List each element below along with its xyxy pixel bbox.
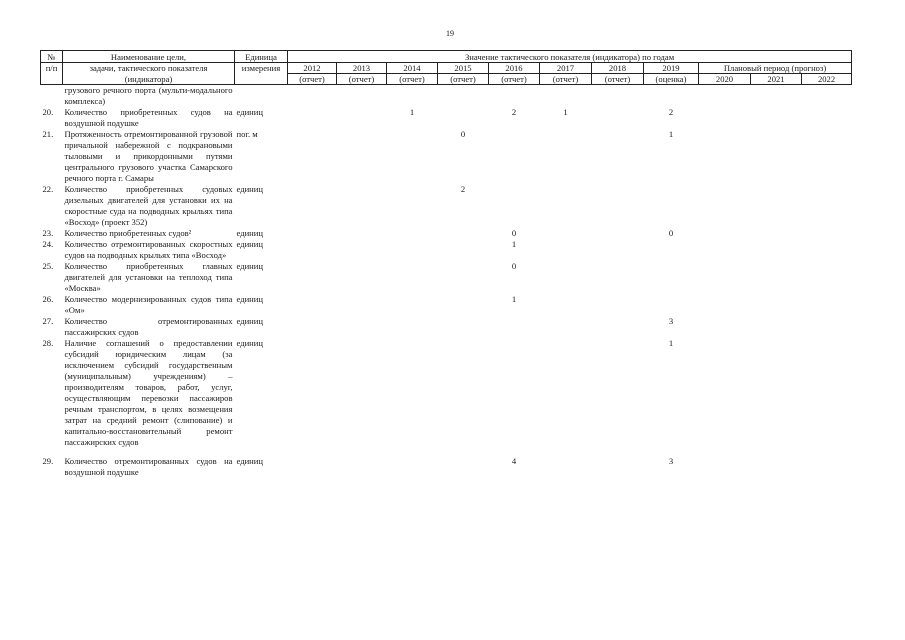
value-cell: 2 bbox=[511, 107, 517, 117]
header-name-line-1: Наименование цели, bbox=[63, 51, 235, 63]
value-cell bbox=[751, 261, 802, 294]
header-name-line-3: (индикатора) bbox=[63, 74, 235, 85]
unit-cell: единиц bbox=[236, 228, 263, 238]
indicator-name: Количество приобретенных главных двигателей для установки на теплоход типа «Москва» bbox=[64, 261, 233, 293]
value-cell bbox=[387, 228, 438, 239]
header-year-status: (отчет) bbox=[337, 74, 387, 85]
value-cell bbox=[699, 261, 751, 294]
value-cell bbox=[387, 239, 438, 261]
unit-cell: пог. м bbox=[236, 129, 258, 139]
value-cell: 0 bbox=[511, 261, 517, 271]
value-cell bbox=[540, 228, 592, 239]
value-cell bbox=[699, 228, 751, 239]
row-number: 21. bbox=[42, 129, 54, 139]
header-plan-year: 2022 bbox=[802, 74, 852, 85]
unit-cell: единиц bbox=[236, 316, 263, 326]
indicator-name: Количество приобретенных судов на воздушной подушке bbox=[64, 107, 233, 128]
value-cell bbox=[540, 184, 592, 228]
value-cell: 3 bbox=[668, 316, 674, 326]
indicator-name: Количество модернизированных судов типа «Ом» bbox=[64, 294, 233, 315]
value-cell bbox=[802, 316, 852, 338]
header-year: 2015 bbox=[438, 63, 489, 74]
value-cell bbox=[751, 129, 802, 184]
indicators-table bbox=[40, 50, 852, 478]
value-cell bbox=[592, 261, 644, 294]
header-year-status: (отчет) bbox=[288, 74, 337, 85]
header-year: 2017 bbox=[540, 63, 592, 74]
table-row bbox=[41, 294, 852, 316]
value-cell bbox=[438, 456, 489, 478]
value-cell bbox=[751, 228, 802, 239]
value-cell bbox=[644, 184, 699, 228]
value-cell bbox=[387, 184, 438, 228]
value-cell bbox=[802, 294, 852, 316]
header-plan-year: 2020 bbox=[699, 74, 751, 85]
header-plan-year: 2021 bbox=[751, 74, 802, 85]
table-row bbox=[41, 107, 852, 129]
value-cell bbox=[337, 338, 387, 448]
header-year-status: (отчет) bbox=[592, 74, 644, 85]
table-row bbox=[41, 239, 852, 261]
indicator-name: Протяженность отремонтированной грузовой причальной набережной с подкрановыми тыловыми и прикордонными путями центрального грузового участка Самарского речного порта г. Самары bbox=[64, 129, 233, 183]
continuation-row bbox=[41, 85, 852, 108]
value-cell bbox=[288, 239, 337, 261]
indicator-name: Наличие соглашений о предоставлении субсидий юридическим лицам (за исключением субсидий государственным (муниципальным) учреждениям) – производителям товаров, работ, услуг, осуществляющим перевозки пассажиров речным транспортом, в целях возмещения затрат на средний ремонт (слипование) и капитально-восстановительный ремонт пассажирских судов bbox=[64, 338, 233, 447]
value-cell: 1 bbox=[563, 107, 568, 117]
value-cell bbox=[592, 107, 644, 129]
value-cell bbox=[387, 338, 438, 448]
value-cell: 1 bbox=[511, 294, 517, 304]
value-cell bbox=[438, 107, 489, 129]
indicator-name: Количество отремонтированных судов на воздушной подушке bbox=[64, 456, 233, 477]
table-row bbox=[41, 228, 852, 239]
unit-cell: единиц bbox=[236, 294, 263, 304]
value-cell bbox=[644, 239, 699, 261]
value-cell bbox=[592, 316, 644, 338]
value-cell bbox=[438, 261, 489, 294]
table-row bbox=[41, 261, 852, 294]
value-cell bbox=[592, 338, 644, 448]
value-cell bbox=[288, 129, 337, 184]
value-cell bbox=[337, 261, 387, 294]
value-cell bbox=[699, 316, 751, 338]
value-cell bbox=[540, 239, 592, 261]
value-cell bbox=[699, 294, 751, 316]
value-cell bbox=[751, 456, 802, 478]
row-number: 28. bbox=[42, 338, 54, 348]
value-cell bbox=[540, 456, 592, 478]
indicator-name: Количество приобретенных судов² bbox=[64, 228, 192, 238]
header-plan-label: Плановый период (прогноз) bbox=[699, 63, 852, 74]
table-row bbox=[41, 129, 852, 184]
value-cell bbox=[288, 184, 337, 228]
header-year: 2016 bbox=[489, 63, 540, 74]
value-cell bbox=[802, 107, 852, 129]
value-cell: 3 bbox=[668, 456, 674, 466]
value-cell bbox=[540, 316, 592, 338]
value-cell bbox=[489, 129, 540, 184]
value-cell bbox=[337, 294, 387, 316]
value-cell bbox=[438, 316, 489, 338]
value-cell bbox=[751, 107, 802, 129]
header-year: 2013 bbox=[337, 63, 387, 74]
value-cell bbox=[288, 261, 337, 294]
value-cell bbox=[592, 294, 644, 316]
value-cell bbox=[489, 338, 540, 448]
value-cell bbox=[337, 228, 387, 239]
value-cell bbox=[802, 456, 852, 478]
value-cell bbox=[699, 129, 751, 184]
value-cell bbox=[387, 294, 438, 316]
value-cell bbox=[540, 129, 592, 184]
header-year-status: (оценка) bbox=[644, 74, 699, 85]
value-cell bbox=[751, 316, 802, 338]
row-number: 29. bbox=[42, 456, 54, 466]
header-year: 2012 bbox=[288, 63, 337, 74]
value-cell bbox=[337, 316, 387, 338]
value-cell bbox=[438, 239, 489, 261]
value-cell bbox=[438, 228, 489, 239]
row-number: 23. bbox=[42, 228, 54, 238]
value-cell bbox=[288, 228, 337, 239]
value-cell bbox=[751, 294, 802, 316]
value-cell bbox=[592, 184, 644, 228]
continuation-text: грузового речного порта (мульти-модального комплекса) bbox=[64, 85, 233, 106]
value-cell: 1 bbox=[668, 338, 674, 348]
value-cell bbox=[751, 239, 802, 261]
value-cell bbox=[337, 239, 387, 261]
row-spacer bbox=[41, 448, 852, 456]
value-cell bbox=[592, 456, 644, 478]
value-cell bbox=[540, 294, 592, 316]
value-cell bbox=[592, 228, 644, 239]
value-cell bbox=[288, 456, 337, 478]
header-year-status: (отчет) bbox=[540, 74, 592, 85]
unit-cell: единиц bbox=[236, 239, 263, 249]
value-cell bbox=[592, 129, 644, 184]
value-cell bbox=[337, 456, 387, 478]
value-cell bbox=[751, 184, 802, 228]
value-cell: 0 bbox=[460, 129, 466, 139]
header-year: 2014 bbox=[387, 63, 438, 74]
value-cell bbox=[592, 239, 644, 261]
value-cell: 1 bbox=[668, 129, 674, 139]
value-cell bbox=[489, 184, 540, 228]
value-cell bbox=[802, 261, 852, 294]
table-row bbox=[41, 316, 852, 338]
value-cell bbox=[802, 129, 852, 184]
unit-cell: единиц bbox=[236, 456, 263, 466]
value-cell: 1 bbox=[511, 239, 517, 249]
value-cell bbox=[387, 316, 438, 338]
indicator-name: Количество отремонтированных скоростных судов на подводных крыльях типа «Восход» bbox=[64, 239, 233, 260]
value-cell bbox=[751, 338, 802, 448]
table-row bbox=[41, 338, 852, 448]
table-row bbox=[41, 184, 852, 228]
row-number: 24. bbox=[42, 239, 54, 249]
value-cell bbox=[802, 239, 852, 261]
value-cell bbox=[337, 107, 387, 129]
value-cell bbox=[288, 338, 337, 448]
unit-cell: единиц bbox=[236, 338, 263, 348]
value-cell bbox=[802, 338, 852, 448]
header-year: 2019 bbox=[644, 63, 699, 74]
header-num-bottom: п/п bbox=[41, 63, 63, 85]
value-cell bbox=[337, 184, 387, 228]
value-cell bbox=[699, 184, 751, 228]
value-cell bbox=[288, 294, 337, 316]
value-cell bbox=[699, 338, 751, 448]
value-cell bbox=[699, 456, 751, 478]
header-name-line-2: задачи, тактического показателя bbox=[63, 63, 235, 74]
value-cell bbox=[540, 261, 592, 294]
header-year-status: (отчет) bbox=[438, 74, 489, 85]
header-unit-line-2: измерения bbox=[235, 63, 288, 85]
spacer-cell bbox=[41, 448, 852, 456]
value-cell bbox=[288, 107, 337, 129]
value-cell bbox=[540, 338, 592, 448]
header-values-label: Значение тактического показателя (индикатора) по годам bbox=[288, 51, 852, 63]
value-cell bbox=[699, 107, 751, 129]
unit-cell: единиц bbox=[236, 107, 263, 117]
unit-cell: единиц bbox=[236, 184, 263, 194]
value-cell bbox=[699, 239, 751, 261]
value-cell: 4 bbox=[511, 456, 517, 466]
row-number: 20. bbox=[42, 107, 54, 117]
value-cell bbox=[438, 294, 489, 316]
header-year-status: (отчет) bbox=[489, 74, 540, 85]
value-cell: 1 bbox=[409, 107, 415, 117]
value-cell bbox=[644, 294, 699, 316]
row-number: 27. bbox=[42, 316, 54, 326]
value-cell bbox=[802, 228, 852, 239]
row-number: 26. bbox=[42, 294, 54, 304]
page-number: 19 bbox=[446, 29, 454, 38]
value-cell bbox=[387, 129, 438, 184]
header-year-status: (отчет) bbox=[387, 74, 438, 85]
row-number: 25. bbox=[42, 261, 54, 271]
indicator-name: Количество приобретенных судовых дизельных двигателей для установки их на скоростные суда на подводных крыльях типа «Восход» (проект 352) bbox=[64, 184, 233, 227]
value-cell: 2 bbox=[668, 107, 674, 117]
value-cell bbox=[438, 338, 489, 448]
header-num-top: № bbox=[41, 51, 63, 63]
value-cell bbox=[387, 261, 438, 294]
table-row bbox=[41, 456, 852, 478]
unit-cell: единиц bbox=[236, 261, 263, 271]
row-number: 22. bbox=[42, 184, 54, 194]
header-unit-line-1: Единица bbox=[235, 51, 288, 63]
value-cell bbox=[489, 316, 540, 338]
value-cell bbox=[387, 456, 438, 478]
value-cell: 0 bbox=[668, 228, 674, 238]
header-year: 2018 bbox=[592, 63, 644, 74]
value-cell: 2 bbox=[460, 184, 466, 194]
value-cell bbox=[337, 129, 387, 184]
indicator-name: Количество отремонтированных пассажирских судов bbox=[64, 316, 233, 337]
value-cell bbox=[802, 184, 852, 228]
value-cell bbox=[288, 316, 337, 338]
value-cell: 0 bbox=[511, 228, 517, 238]
table-body bbox=[41, 85, 852, 479]
value-cell bbox=[644, 261, 699, 294]
